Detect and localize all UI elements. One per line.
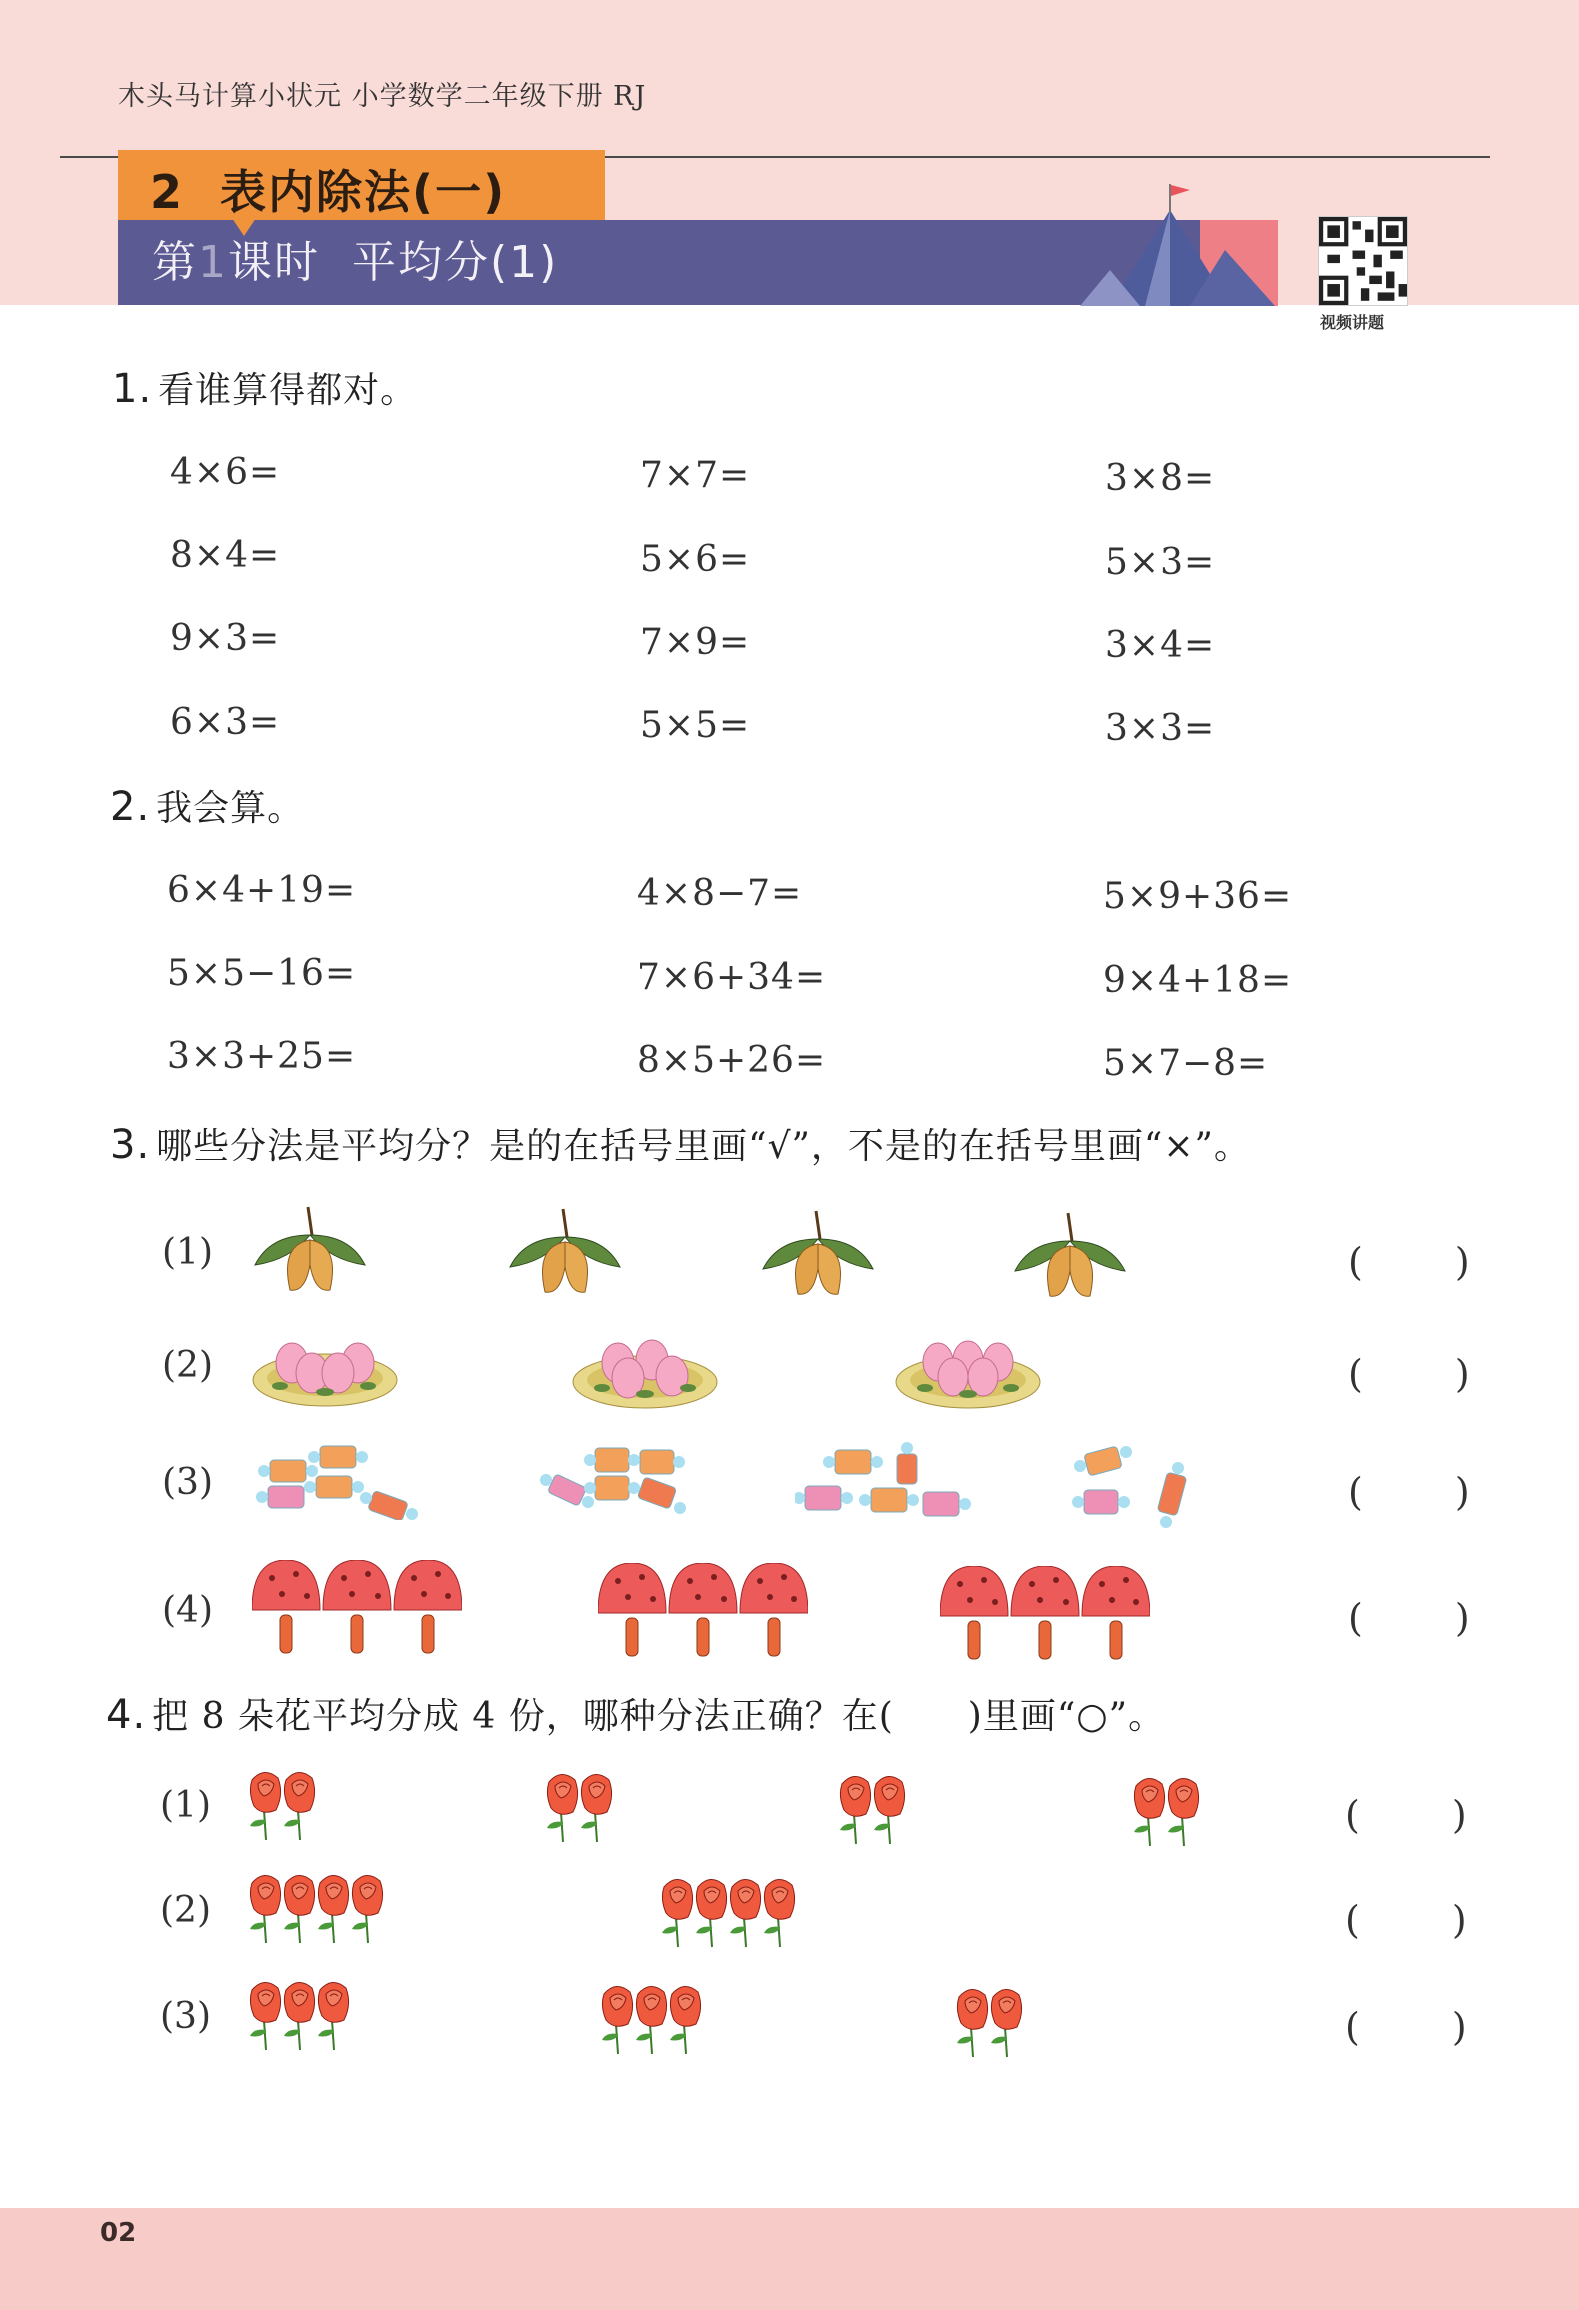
qr-code-icon[interactable] [1318,216,1408,306]
lesson-number: 1 [198,237,228,288]
equation: 4×6= [170,452,281,493]
question-number: 4. [106,1692,147,1738]
question-text: 哪些分法是平均分？是的在括号里画“√”，不是的在括号里画“×”。 [156,1126,1251,1167]
qr-caption: 视频讲题 [1320,313,1385,332]
question-text: 看谁算得都对。 [158,370,418,411]
mushroom-icon [940,1566,1150,1661]
lesson-title [152,226,558,290]
mushroom-icon [252,1560,462,1655]
item-label: (3) [160,1996,211,2037]
mango-icon [505,1207,625,1297]
rose-icon [545,1772,625,1844]
paren-open: ( [1345,2005,1360,2049]
candy-icon [795,1440,995,1530]
question-4-title [106,1688,1165,1739]
answer-blank[interactable] [1348,1240,1470,1284]
candy-icon [250,1440,450,1520]
question-2-title [110,780,304,831]
answer-blank[interactable] [1345,1898,1467,1942]
item-label: (2) [162,1345,213,1386]
mango-icon [250,1205,370,1295]
equation: 4×8−7= [637,873,803,914]
question-1-title [112,362,417,413]
unit-name: 表内除法(一) [220,165,507,219]
answer-blank[interactable] [1348,1352,1470,1396]
candy-icon [1070,1440,1210,1530]
equation: 5×7−8= [1103,1043,1269,1084]
question-number: 2. [110,784,151,830]
answer-blank[interactable] [1345,1793,1467,1837]
paren-close: ) [1451,1793,1467,1837]
candy-icon [540,1440,710,1520]
item-label: (3) [162,1462,213,1503]
equation: 5×5−16= [167,953,357,994]
equation: 9×4+18= [1103,960,1293,1001]
item-label: (2) [160,1890,211,1931]
rose-icon [248,1980,368,2052]
mango-icon [758,1209,878,1299]
equation: 5×5= [640,705,751,746]
question-text: 我会算。 [156,788,305,829]
question-number: 1. [112,366,153,412]
equation: 7×7= [640,455,751,496]
equation: 3×3+25= [167,1036,357,1077]
paren-open: ( [1348,1352,1363,1396]
paren-close: ) [1451,2005,1467,2049]
equation: 3×3= [1105,708,1216,749]
peach-plate-icon [250,1328,400,1408]
mushroom-icon [598,1563,808,1658]
unit-title [150,156,506,222]
paren-close: ) [1454,1240,1470,1284]
equation: 7×6+34= [637,957,827,998]
equation: 3×8= [1105,458,1216,499]
item-label: (1) [162,1232,213,1273]
item-label: (4) [162,1590,213,1631]
rose-icon [1132,1776,1212,1848]
equation: 5×6= [640,539,751,580]
paren-close: ) [1451,1898,1467,1942]
mango-icon [1010,1211,1130,1301]
equation: 6×4+19= [167,870,357,911]
lesson-prefix: 第 [152,237,198,288]
answer-blank[interactable] [1348,1470,1470,1514]
item-label: (1) [160,1785,211,1826]
answer-blank[interactable] [1345,2005,1467,2049]
paren-close: ) [1454,1470,1470,1514]
question-3-title [110,1118,1251,1169]
answer-blank[interactable] [1348,1596,1470,1640]
footer-band [0,2208,1579,2310]
paren-close: ) [1454,1352,1470,1396]
question-text: 把 8 朵花平均分成 4 份，哪种分法正确？在( )里画“○”。 [152,1696,1166,1737]
rose-icon [660,1877,810,1949]
paren-open: ( [1345,1898,1360,1942]
equation: 8×5+26= [637,1040,827,1081]
equation: 6×3= [170,702,281,743]
equation: 3×4= [1105,625,1216,666]
rose-icon [248,1873,398,1945]
rose-icon [955,1987,1035,2059]
equation: 8×4= [170,535,281,576]
paren-open: ( [1348,1240,1363,1284]
equation: 7×9= [640,622,751,663]
paren-close: ) [1454,1596,1470,1640]
paren-open: ( [1348,1596,1363,1640]
equation: 9×3= [170,618,281,659]
rose-icon [600,1984,720,2056]
rose-icon [248,1770,328,1842]
mountain-flag-icon [1050,180,1290,306]
peach-plate-icon [893,1330,1043,1410]
question-number: 3. [110,1122,151,1168]
page-number: 02 [100,2218,137,2248]
rose-icon [838,1774,918,1846]
peach-plate-icon [570,1330,720,1410]
equation: 5×3= [1105,542,1216,583]
lesson-suffix: 课时 [228,237,320,288]
paren-open: ( [1345,1793,1360,1837]
equation: 5×9+36= [1103,876,1293,917]
running-head: 木头马计算小状元 小学数学二年级下册 RJ [118,81,647,112]
paren-open: ( [1348,1470,1363,1514]
lesson-name: 平均分(1) [351,237,559,288]
unit-number: 2 [150,165,185,219]
